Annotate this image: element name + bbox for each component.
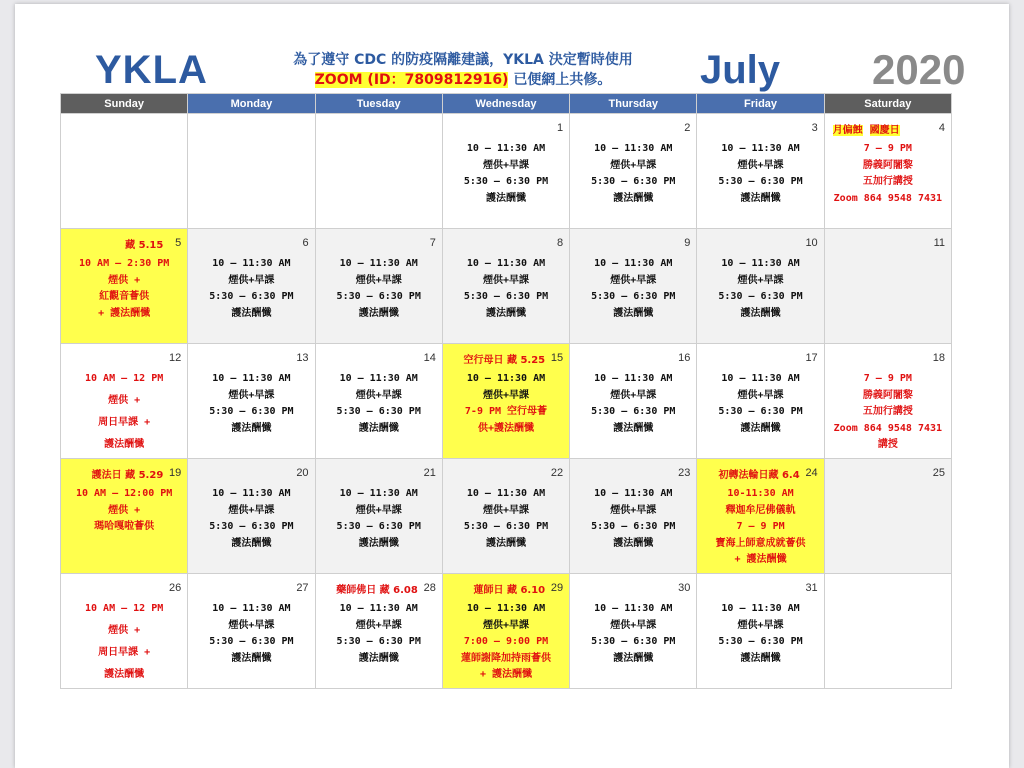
day-number: 6 xyxy=(302,237,309,249)
schedule-line: 護法酬懺 xyxy=(231,537,272,549)
schedule-line: 10 – 11:30 AM xyxy=(466,258,546,269)
calendar-grid xyxy=(60,93,952,689)
day-number: 11 xyxy=(933,237,945,249)
schedule-line: 10 – 11:30 AM xyxy=(212,603,291,614)
schedule-line: 護法酬懺 xyxy=(104,439,145,450)
weekday-wednesday: Wednesday xyxy=(442,94,569,114)
org-title: YKLA xyxy=(95,48,208,92)
schedule-line: 10 – 11:30 AM xyxy=(212,258,291,269)
schedule-line: 煙供+早課 xyxy=(355,504,402,516)
schedule-line: 煙供+早課 xyxy=(737,619,784,631)
schedule-line: 護法酬懺 xyxy=(740,652,781,664)
day-cell-event xyxy=(61,459,188,574)
day-number: 7 xyxy=(429,237,436,249)
schedule-line: 五加行講授 xyxy=(862,406,913,417)
schedule-line: 5:30 – 6:30 PM xyxy=(336,636,421,647)
schedule-line: 護法酬懺 xyxy=(485,192,526,204)
schedule-line: 煙供 + xyxy=(108,625,141,636)
schedule-line: 5:30 – 6:30 PM xyxy=(591,406,676,417)
schedule-line: 煙供+早課 xyxy=(228,504,275,516)
zoom-notice xyxy=(233,50,693,90)
day-number: 9 xyxy=(684,237,691,249)
day-cell xyxy=(442,229,569,344)
schedule-line: 煙供+早課 xyxy=(228,389,275,401)
day-cell xyxy=(697,574,824,689)
schedule-line: 五加行講授 xyxy=(862,176,913,187)
day-number: 4 xyxy=(938,122,945,134)
week-row xyxy=(61,574,952,689)
day-number: 10 xyxy=(805,237,818,249)
schedule-line: 寶海上師意成就薈供 xyxy=(715,537,806,549)
day-cell-event xyxy=(824,114,951,229)
schedule-text xyxy=(443,141,569,207)
schedule-line: 煙供+早課 xyxy=(610,504,657,516)
day-cell-empty xyxy=(315,114,442,229)
notice-line-1: 為了遵守 CDC 的防疫隔離建議，YKLA 決定暫時使用 xyxy=(293,52,633,68)
day-cell-event xyxy=(824,344,951,459)
schedule-line: 10 – 11:30 AM xyxy=(594,488,673,499)
day-cell xyxy=(570,114,697,229)
schedule-line: 護法酬懺 xyxy=(485,307,526,319)
schedule-text xyxy=(316,601,442,667)
schedule-line: 護法酬懺 xyxy=(613,652,654,664)
schedule-text xyxy=(188,601,314,667)
schedule-line: 講授 xyxy=(877,439,898,450)
schedule-line: 煙供+早課 xyxy=(737,159,784,171)
day-number: 23 xyxy=(678,467,691,479)
day-number: 16 xyxy=(678,352,691,364)
day-cell-empty xyxy=(61,114,188,229)
schedule-line: 勝義阿闍黎 xyxy=(862,389,913,401)
week-row xyxy=(61,344,952,459)
day-cell xyxy=(697,229,824,344)
weekday-saturday: Saturday xyxy=(824,94,951,114)
schedule-line: 護法酬懺 xyxy=(740,192,781,204)
day-cell xyxy=(570,344,697,459)
schedule-line: 煙供+早課 xyxy=(355,619,402,631)
schedule-line: 護法酬懺 xyxy=(358,307,399,319)
schedule-line: 5:30 – 6:30 PM xyxy=(336,291,421,302)
schedule-line: 煙供+早課 xyxy=(228,274,275,286)
schedule-line: 煙供+早課 xyxy=(482,274,529,286)
event-tag: 初轉法輪日藏 6.4 xyxy=(718,470,800,481)
year-title: 2020 xyxy=(872,46,966,93)
day-cell-event xyxy=(442,344,569,459)
schedule-line: 10 – 11:30 AM xyxy=(339,603,418,614)
day-cell xyxy=(315,459,442,574)
day-cell xyxy=(442,114,569,229)
schedule-line: 10 – 11:30 AM xyxy=(594,373,673,384)
day-cell xyxy=(188,574,315,689)
day-cell xyxy=(824,229,951,344)
schedule-line: 煙供+早課 xyxy=(482,619,529,631)
day-cell-empty xyxy=(188,114,315,229)
schedule-line: 護法酬懺 xyxy=(740,307,781,319)
schedule-line: 5:30 – 6:30 PM xyxy=(336,521,421,532)
schedule-line: 護法酬懺 xyxy=(613,537,654,549)
schedule-line: 10 – 11:30 AM xyxy=(594,143,673,154)
schedule-line: 10 – 11:30 AM xyxy=(594,258,673,269)
day-number: 27 xyxy=(296,582,309,594)
schedule-line: 煙供 + xyxy=(108,274,141,286)
day-number: 31 xyxy=(805,582,818,594)
schedule-line: 煙供+早課 xyxy=(610,389,657,401)
schedule-line: 5:30 – 6:30 PM xyxy=(463,176,549,187)
schedule-text xyxy=(443,601,569,684)
schedule-text xyxy=(825,371,951,454)
schedule-text xyxy=(443,486,569,552)
schedule-line: 5:30 – 6:30 PM xyxy=(718,291,803,302)
day-number: 21 xyxy=(423,467,436,479)
event-tag: 藥師佛日 藏 6.08 xyxy=(336,585,418,596)
schedule-line: 10 – 11:30 AM xyxy=(339,373,418,384)
day-number: 2 xyxy=(684,122,691,134)
schedule-text xyxy=(443,371,569,437)
schedule-line: 周日早課 + xyxy=(98,417,151,428)
schedule-line: 10 – 11:30 AM xyxy=(594,603,673,614)
schedule-line: 護法酬懺 xyxy=(613,307,654,319)
schedule-text xyxy=(188,371,314,437)
day-cell-empty xyxy=(824,574,951,689)
notice-line-2 xyxy=(233,70,693,90)
schedule-line: 瑪哈嘎啦薈供 xyxy=(94,521,155,532)
schedule-line: 煙供+早課 xyxy=(355,274,402,286)
schedule-line: 紅觀音薈供 xyxy=(99,291,150,302)
schedule-line: 5:30 – 6:30 PM xyxy=(591,636,676,647)
schedule-line: 10 – 11:30 AM xyxy=(466,488,546,499)
day-cell xyxy=(570,574,697,689)
week-row xyxy=(61,229,952,344)
schedule-text xyxy=(188,486,314,552)
schedule-line: 10 – 11:30 AM xyxy=(212,373,291,384)
schedule-line: Zoom 864 9548 7431 xyxy=(833,192,943,204)
day-cell xyxy=(697,114,824,229)
day-number: 25 xyxy=(932,467,945,479)
schedule-line: 5:30 – 6:30 PM xyxy=(209,406,294,417)
day-number: 29 xyxy=(550,582,564,594)
day-number: 26 xyxy=(169,582,182,594)
schedule-line: 10 AM – 12 PM xyxy=(85,373,164,384)
schedule-line: 5:30 – 6:30 PM xyxy=(209,291,294,302)
schedule-line: 護法酬懺 xyxy=(358,422,399,434)
schedule-line: + 護法酬懺 xyxy=(98,307,151,319)
schedule-line: 10 – 11:30 AM xyxy=(339,488,418,499)
day-cell xyxy=(188,229,315,344)
day-number: 13 xyxy=(296,352,309,364)
schedule-line: 煙供+早課 xyxy=(482,504,529,516)
week-row xyxy=(61,459,952,574)
schedule-line: 護法酬懺 xyxy=(231,307,272,319)
schedule-line: 護法酬懺 xyxy=(358,537,399,549)
schedule-line: 5:30 – 6:30 PM xyxy=(718,406,803,417)
schedule-line: 10 – 11:30 AM xyxy=(721,603,800,614)
schedule-text xyxy=(697,371,823,437)
day-cell xyxy=(315,229,442,344)
day-number: 8 xyxy=(557,237,564,249)
schedule-line: 7 – 9 PM xyxy=(863,373,912,384)
day-cell xyxy=(570,459,697,574)
schedule-line: 10 – 11:30 AM xyxy=(212,488,291,499)
schedule-line: 7-9 PM 空行母薈 xyxy=(464,406,548,417)
schedule-line: 供+護法酬懺 xyxy=(477,422,534,434)
month-title: July xyxy=(700,48,781,92)
schedule-line: 煙供+早課 xyxy=(737,389,784,401)
schedule-line: 10 – 11:30 AM xyxy=(466,373,546,384)
day-number: 24 xyxy=(805,467,818,479)
day-number: 3 xyxy=(811,122,818,134)
day-number: 15 xyxy=(550,352,564,364)
schedule-text xyxy=(61,486,187,536)
schedule-line: 煙供+早課 xyxy=(482,159,529,171)
schedule-text xyxy=(697,601,823,667)
schedule-line: 5:30 – 6:30 PM xyxy=(591,176,676,187)
day-number: 22 xyxy=(550,467,564,479)
schedule-text xyxy=(697,141,823,207)
schedule-line: 護法酬懺 xyxy=(485,537,526,549)
schedule-line: 釋迦牟尼佛儀軌 xyxy=(725,504,796,516)
day-cell xyxy=(570,229,697,344)
schedule-text xyxy=(697,256,823,322)
day-number: 30 xyxy=(678,582,691,594)
day-cell xyxy=(442,459,569,574)
weekday-friday: Friday xyxy=(697,94,824,114)
schedule-line: + 護法酬懺 xyxy=(734,554,787,565)
day-number: 18 xyxy=(932,352,945,364)
schedule-line: 護法酬懺 xyxy=(104,669,145,680)
schedule-line: 7:00 – 9:00 PM xyxy=(463,636,549,647)
weekday-header-row xyxy=(61,94,952,114)
weekday-tuesday: Tuesday xyxy=(315,94,442,114)
event-tag: 蓮師日 藏 6.10 xyxy=(473,585,546,596)
schedule-line: 7 – 9 PM xyxy=(863,143,912,154)
schedule-line: 煙供+早課 xyxy=(228,619,275,631)
weekday-thursday: Thursday xyxy=(570,94,697,114)
schedule-text xyxy=(697,486,823,569)
schedule-line: 5:30 – 6:30 PM xyxy=(718,176,803,187)
schedule-line: 10-11:30 AM xyxy=(727,488,794,499)
schedule-line: 蓮師謝降加持雨薈供 xyxy=(460,652,551,664)
schedule-line: 煙供+早課 xyxy=(482,389,529,401)
schedule-line: 護法酬懺 xyxy=(613,192,654,204)
schedule-line: 煙供+早課 xyxy=(737,274,784,286)
schedule-line: 10 – 11:30 AM xyxy=(721,143,800,154)
schedule-line: 護法酬懺 xyxy=(231,652,272,664)
schedule-line: 10 AM – 12:00 PM xyxy=(75,488,173,499)
schedule-line: 5:30 – 6:30 PM xyxy=(209,636,294,647)
schedule-line: 煙供+早課 xyxy=(610,274,657,286)
schedule-text xyxy=(825,141,951,207)
schedule-line: 護法酬懺 xyxy=(231,422,272,434)
schedule-line: 5:30 – 6:30 PM xyxy=(463,291,549,302)
notice-line-2-rest: 已便網上共修。 xyxy=(508,72,612,88)
schedule-line: 煙供+早課 xyxy=(610,619,657,631)
schedule-line: 10 – 11:30 AM xyxy=(339,258,418,269)
schedule-line: 周日早課 + xyxy=(98,647,151,658)
schedule-line: Zoom 864 9548 7431 xyxy=(833,422,943,434)
schedule-line: 煙供+早課 xyxy=(610,159,657,171)
day-cell-event xyxy=(442,574,569,689)
weekday-sunday: Sunday xyxy=(61,94,188,114)
holiday-tag: 國慶日 xyxy=(869,125,900,136)
schedule-line: 護法酬懺 xyxy=(613,422,654,434)
day-number: 12 xyxy=(169,352,182,364)
day-cell-event xyxy=(697,459,824,574)
schedule-line: 煙供 + xyxy=(108,395,141,406)
day-number: 14 xyxy=(423,352,436,364)
schedule-text xyxy=(443,256,569,322)
day-cell-event xyxy=(61,229,188,344)
schedule-line: 5:30 – 6:30 PM xyxy=(591,291,676,302)
schedule-text xyxy=(570,141,696,207)
schedule-text xyxy=(316,371,442,437)
schedule-text xyxy=(61,256,187,322)
schedule-line: 10 AM – 2:30 PM xyxy=(78,258,170,269)
schedule-line: + 護法酬懺 xyxy=(479,669,532,680)
day-cell xyxy=(697,344,824,459)
day-number: 1 xyxy=(557,122,564,134)
schedule-line: 10 – 11:30 AM xyxy=(466,603,546,614)
schedule-text xyxy=(61,368,187,456)
schedule-line: 7 – 9 PM xyxy=(736,521,785,532)
day-number: 19 xyxy=(169,467,182,479)
schedule-line: 5:30 – 6:30 PM xyxy=(591,521,676,532)
day-cell xyxy=(188,459,315,574)
schedule-line: 5:30 – 6:30 PM xyxy=(336,406,421,417)
schedule-line: 10 – 11:30 AM xyxy=(721,258,800,269)
schedule-line: 煙供+早課 xyxy=(355,389,402,401)
weekday-monday: Monday xyxy=(188,94,315,114)
schedule-line: 5:30 – 6:30 PM xyxy=(209,521,294,532)
day-cell xyxy=(315,344,442,459)
day-number: 28 xyxy=(423,582,436,594)
lunar-eclipse-tag: 月偏蝕 xyxy=(832,125,863,136)
event-tag xyxy=(833,121,900,136)
day-cell xyxy=(824,459,951,574)
schedule-text xyxy=(188,256,314,322)
week-row xyxy=(61,114,952,229)
schedule-line: 5:30 – 6:30 PM xyxy=(718,636,803,647)
day-cell-event xyxy=(61,344,188,459)
event-tag: 藏 5.15 xyxy=(125,240,164,251)
schedule-line: 煙供 + xyxy=(108,504,141,516)
schedule-line: 10 – 11:30 AM xyxy=(721,373,800,384)
schedule-line: 護法酬懺 xyxy=(740,422,781,434)
day-cell-event xyxy=(61,574,188,689)
schedule-text xyxy=(61,598,187,686)
schedule-text xyxy=(570,486,696,552)
schedule-text xyxy=(570,601,696,667)
zoom-id: ZOOM (ID：7809812916) xyxy=(314,72,509,88)
schedule-line: 10 – 11:30 AM xyxy=(466,143,546,154)
day-cell xyxy=(188,344,315,459)
schedule-text xyxy=(316,256,442,322)
schedule-text xyxy=(570,371,696,437)
day-number: 5 xyxy=(175,237,182,249)
schedule-line: 5:30 – 6:30 PM xyxy=(463,521,549,532)
schedule-line: 勝義阿闍黎 xyxy=(862,159,913,171)
day-number: 20 xyxy=(296,467,309,479)
event-tag: 護法日 藏 5.29 xyxy=(91,470,164,481)
schedule-text xyxy=(570,256,696,322)
schedule-text xyxy=(316,486,442,552)
event-tag: 空行母日 藏 5.25 xyxy=(463,355,546,366)
day-number: 17 xyxy=(805,352,818,364)
schedule-line: 護法酬懺 xyxy=(358,652,399,664)
day-cell-event xyxy=(315,574,442,689)
schedule-line: 10 AM – 12 PM xyxy=(85,603,164,614)
